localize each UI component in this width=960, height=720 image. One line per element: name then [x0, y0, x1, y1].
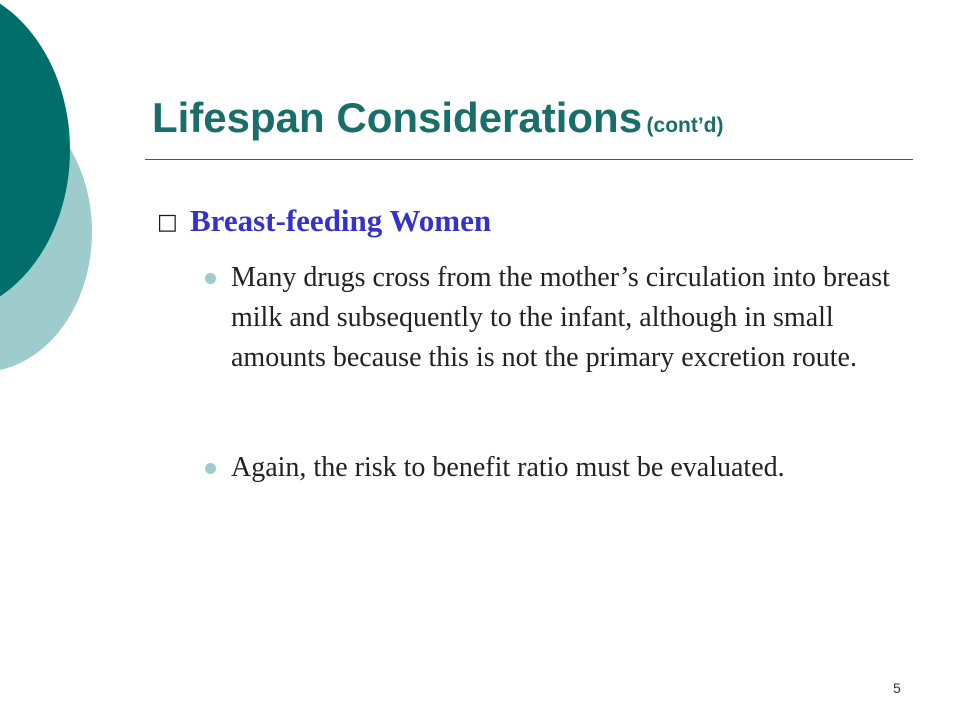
bullet-item	[231, 448, 911, 488]
slide-title	[152, 94, 724, 142]
title-divider	[145, 159, 913, 160]
title-suffix: (cont’d)	[646, 114, 724, 137]
square-bullet-icon: □	[157, 210, 178, 235]
page-number: 5	[893, 680, 901, 696]
dot-bullet-icon	[205, 463, 216, 474]
bullet-text: Many drugs cross from the mother’s circulation into breast milk and subsequently to the infant, although in small amounts because this is not the primary excretion route.	[231, 262, 890, 373]
dot-bullet-icon	[205, 273, 216, 284]
bullet-text: Again, the risk to benefit ratio must be evaluated.	[231, 452, 785, 483]
bullet-item	[231, 258, 911, 378]
section-heading: Breast-feeding Women	[190, 203, 492, 238]
title-main: Lifespan Considerations	[152, 94, 643, 141]
